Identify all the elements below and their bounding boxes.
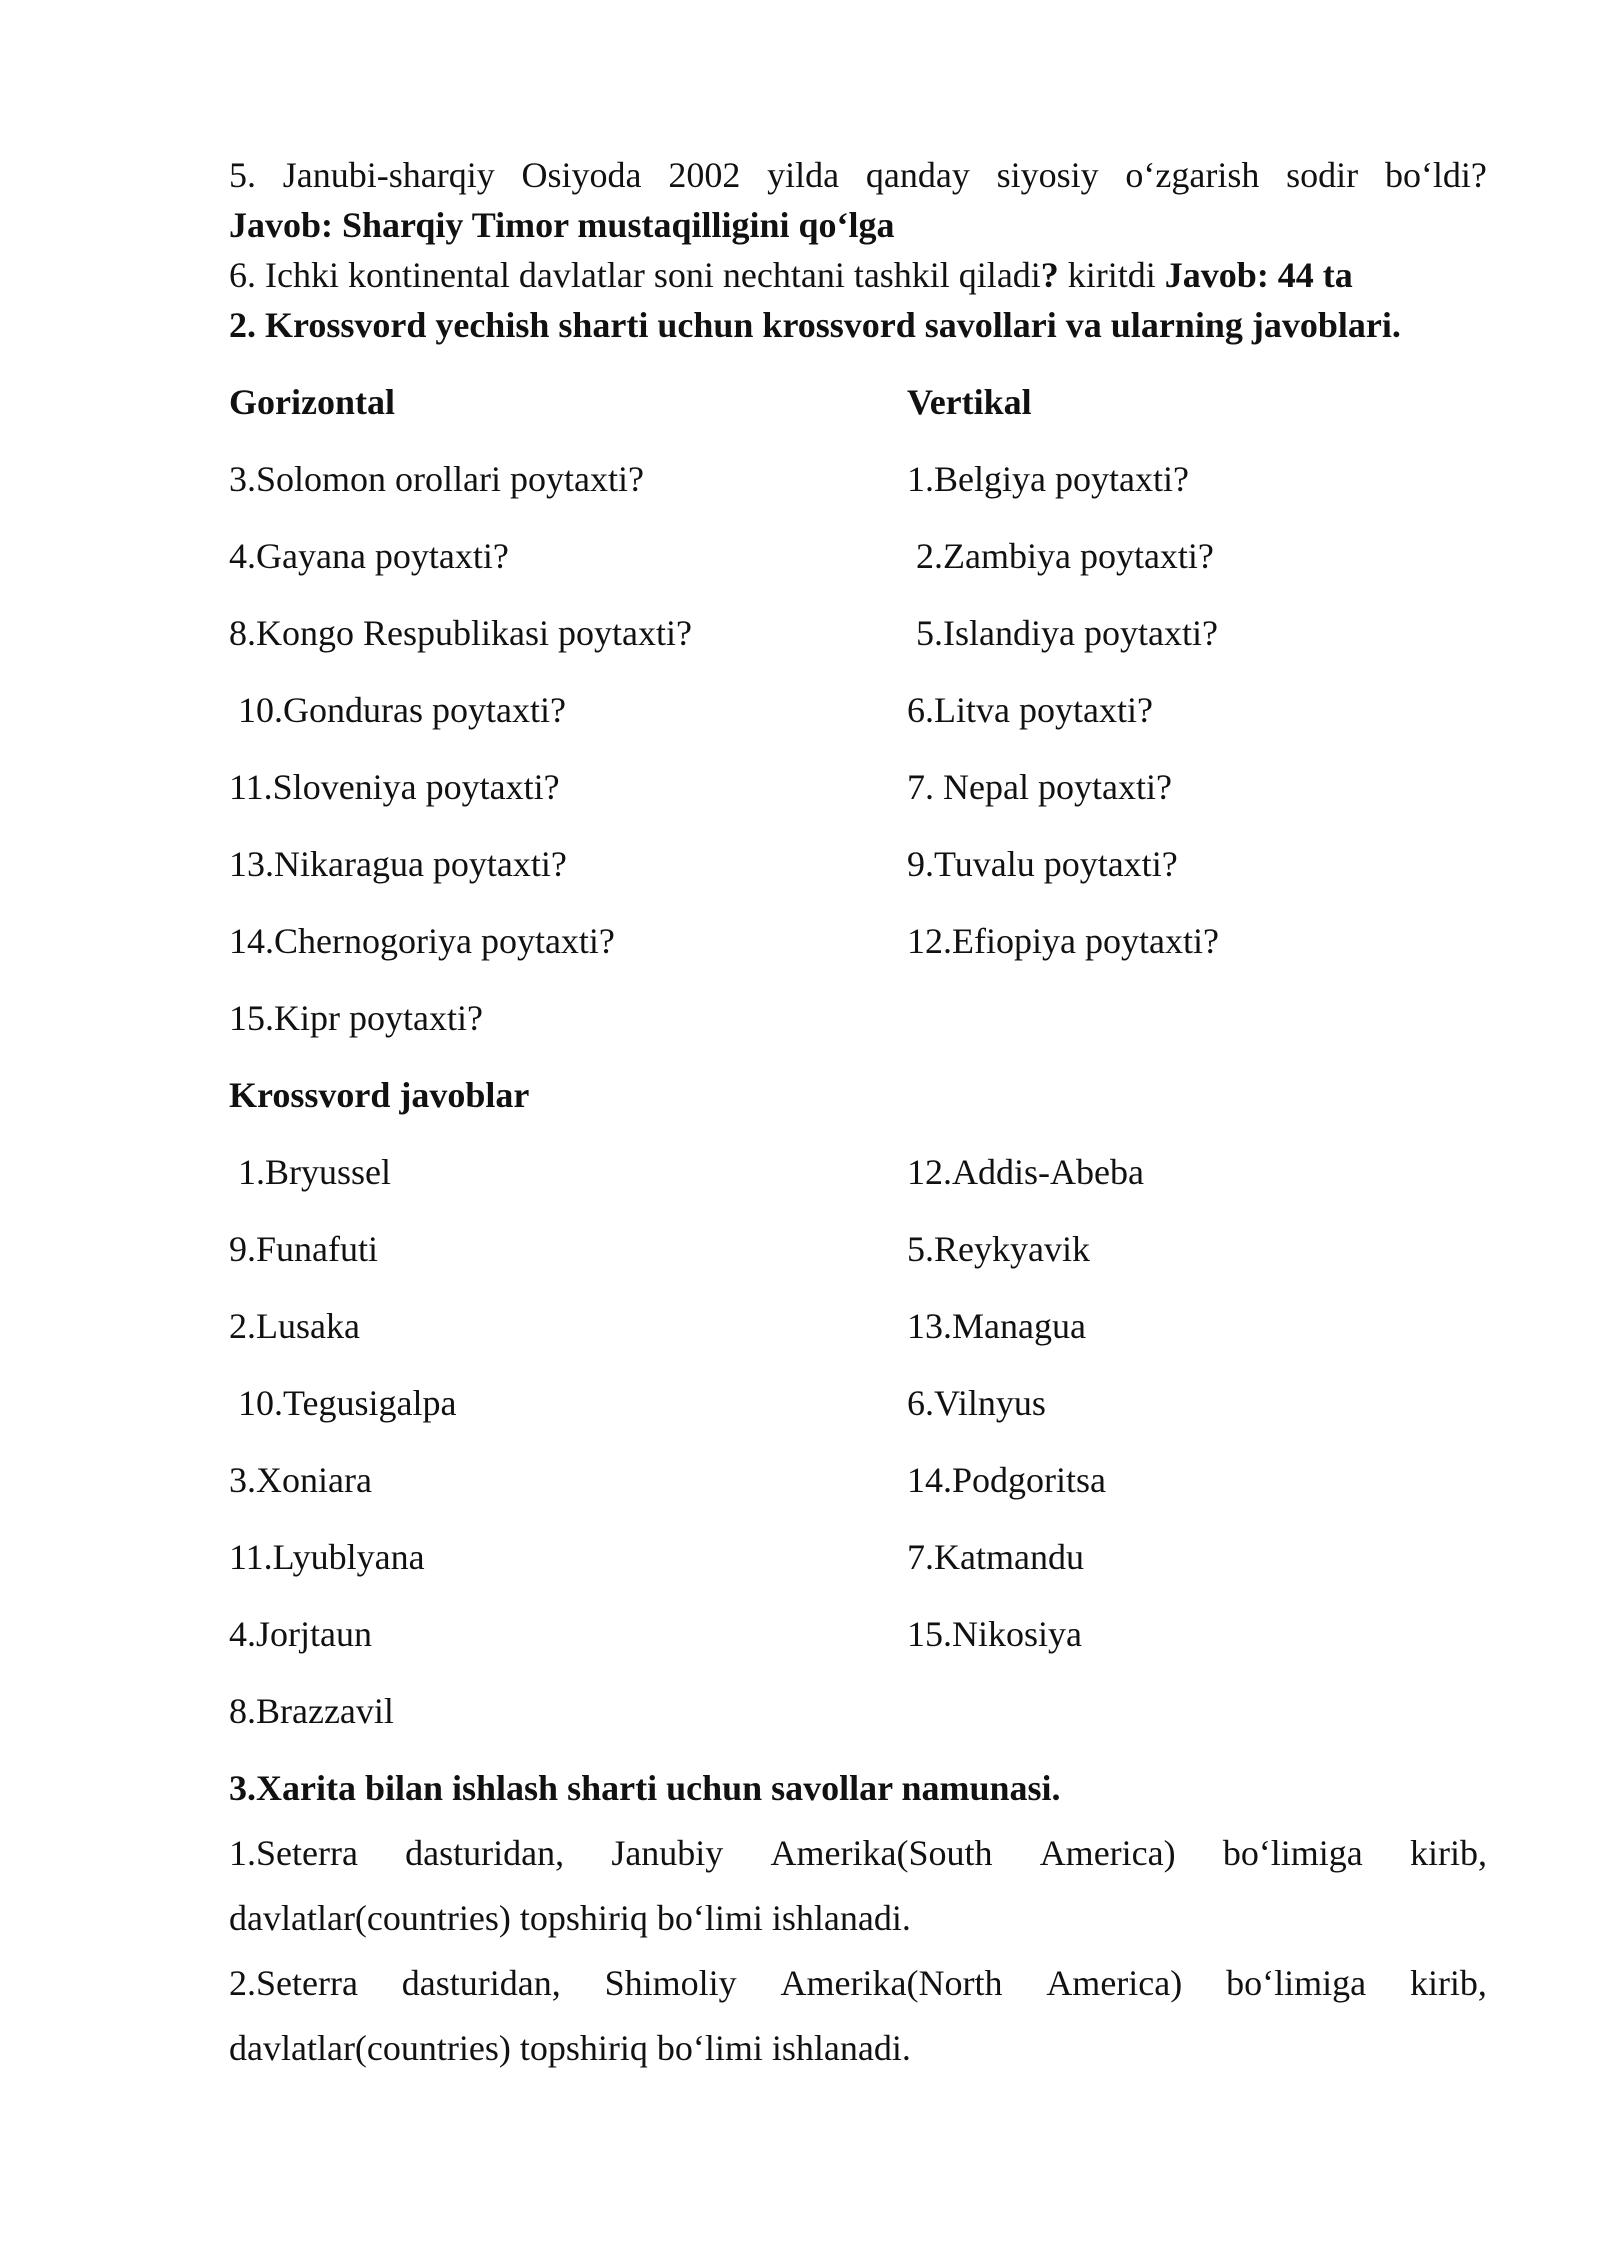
item1-word: Amerika(South bbox=[770, 1833, 993, 1873]
item2-word: America) bbox=[1046, 1963, 1183, 2003]
answer-item: 2.Lusaka bbox=[229, 1306, 360, 1346]
q5-word: o‘zgarish bbox=[1125, 155, 1260, 195]
q6-mid: kiritdi bbox=[1058, 255, 1165, 295]
vertical-question: 5.Islandiya poytaxti? bbox=[907, 613, 1218, 653]
answer-item: 6.Vilnyus bbox=[907, 1383, 1046, 1423]
answer-item: 4.Jorjtaun bbox=[229, 1614, 372, 1654]
vertical-heading: Vertikal bbox=[907, 382, 1032, 422]
vertical-question: 7. Nepal poytaxti? bbox=[907, 767, 1172, 807]
q6-question-mark: ? bbox=[1040, 255, 1059, 295]
horizontal-question: 11.Sloveniya poytaxti? bbox=[229, 767, 560, 807]
answer-item: 1.Bryussel bbox=[229, 1152, 391, 1192]
section-3-item-1-line-2: davlatlar(countries) topshiriq bo‘limi ishlanadi. bbox=[229, 1898, 911, 1938]
horizontal-question: 3.Solomon orollari poytaxti? bbox=[229, 459, 644, 499]
answer-item: 15.Nikosiya bbox=[907, 1614, 1082, 1654]
q5-word: Janubi-sharqiy bbox=[282, 155, 495, 195]
item2-word: 2.Seterra bbox=[229, 1963, 358, 2003]
q6-text: 6. Ichki kontinental davlatlar soni nechtani tashkil qiladi bbox=[229, 255, 1041, 295]
q6-answer: Javob: 44 ta bbox=[1164, 255, 1353, 295]
item2-word: dasturidan, bbox=[401, 1963, 561, 2003]
item1-word: America) bbox=[1039, 1833, 1176, 1873]
answer-item: 12.Addis-Abeba bbox=[907, 1152, 1144, 1192]
answer-item: 3.Xoniara bbox=[229, 1460, 372, 1500]
q5-word: sodir bbox=[1286, 155, 1359, 195]
item1-word: Janubiy bbox=[611, 1833, 724, 1873]
answers-heading: Krossvord javoblar bbox=[229, 1075, 530, 1115]
horizontal-question: 14.Chernogoriya poytaxti? bbox=[229, 921, 615, 961]
answer-item: 8.Brazzavil bbox=[229, 1691, 394, 1731]
item2-word: Shimoliy bbox=[604, 1963, 737, 2003]
item2-word: bo‘limiga bbox=[1226, 1963, 1367, 2003]
answer-item: 14.Podgoritsa bbox=[907, 1460, 1107, 1500]
question-5 bbox=[229, 154, 1487, 196]
horizontal-heading: Gorizontal bbox=[229, 382, 395, 422]
question-6 bbox=[229, 254, 1353, 296]
answer-item: 5.Reykyavik bbox=[907, 1229, 1090, 1269]
item1-word: 1.Seterra bbox=[229, 1833, 358, 1873]
answer-item: 9.Funafuti bbox=[229, 1229, 378, 1269]
horizontal-question: 8.Kongo Respublikasi poytaxti? bbox=[229, 613, 692, 653]
item1-word: dasturidan, bbox=[405, 1833, 565, 1873]
section-3-item-1-line-1 bbox=[229, 1832, 1487, 1874]
section-3-item-2-line-2: davlatlar(countries) topshiriq bo‘limi ishlanadi. bbox=[229, 2028, 911, 2068]
answer-item: 10.Tegusigalpa bbox=[229, 1383, 457, 1423]
horizontal-question: 15.Kipr poytaxti? bbox=[229, 998, 483, 1038]
item2-word: kirib, bbox=[1409, 1963, 1487, 2003]
q5-word: Osiyoda bbox=[521, 155, 642, 195]
q5-word: siyosiy bbox=[996, 155, 1099, 195]
q5-word: yilda bbox=[767, 155, 840, 195]
q5-word: qanday bbox=[865, 155, 970, 195]
item1-word: kirib, bbox=[1410, 1833, 1487, 1873]
vertical-question: 1.Belgiya poytaxti? bbox=[907, 459, 1189, 499]
answer-item: 7.Katmandu bbox=[907, 1537, 1084, 1577]
horizontal-question: 13.Nikaragua poytaxti? bbox=[229, 844, 567, 884]
q5-word: 2002 bbox=[668, 155, 741, 195]
q5-answer: Javob: Sharqiy Timor mustaqilligini qo‘lga bbox=[229, 205, 895, 245]
answer-item: 13.Managua bbox=[907, 1306, 1086, 1346]
vertical-question: 12.Efiopiya poytaxti? bbox=[907, 921, 1219, 961]
section-3-item-2-line-1 bbox=[229, 1962, 1487, 2004]
horizontal-question: 10.Gonduras poytaxti? bbox=[229, 690, 566, 730]
vertical-question: 9.Tuvalu poytaxti? bbox=[907, 844, 1178, 884]
section-3-title: 3.Xarita bilan ishlash sharti uchun savollar namunasi. bbox=[229, 1768, 1061, 1808]
item2-word: Amerika(North bbox=[780, 1963, 1003, 2003]
item1-word: bo‘limiga bbox=[1222, 1833, 1363, 1873]
vertical-question: 2.Zambiya poytaxti? bbox=[907, 536, 1214, 576]
q5-word: bo‘ldi? bbox=[1384, 155, 1487, 195]
section-2-title: 2. Krossvord yechish sharti uchun krossvord savollari va ularning javoblari. bbox=[229, 305, 1401, 345]
vertical-question: 6.Litva poytaxti? bbox=[907, 690, 1153, 730]
answer-item: 11.Lyublyana bbox=[229, 1537, 425, 1577]
horizontal-question: 4.Gayana poytaxti? bbox=[229, 536, 509, 576]
q5-word: 5. bbox=[229, 155, 256, 195]
